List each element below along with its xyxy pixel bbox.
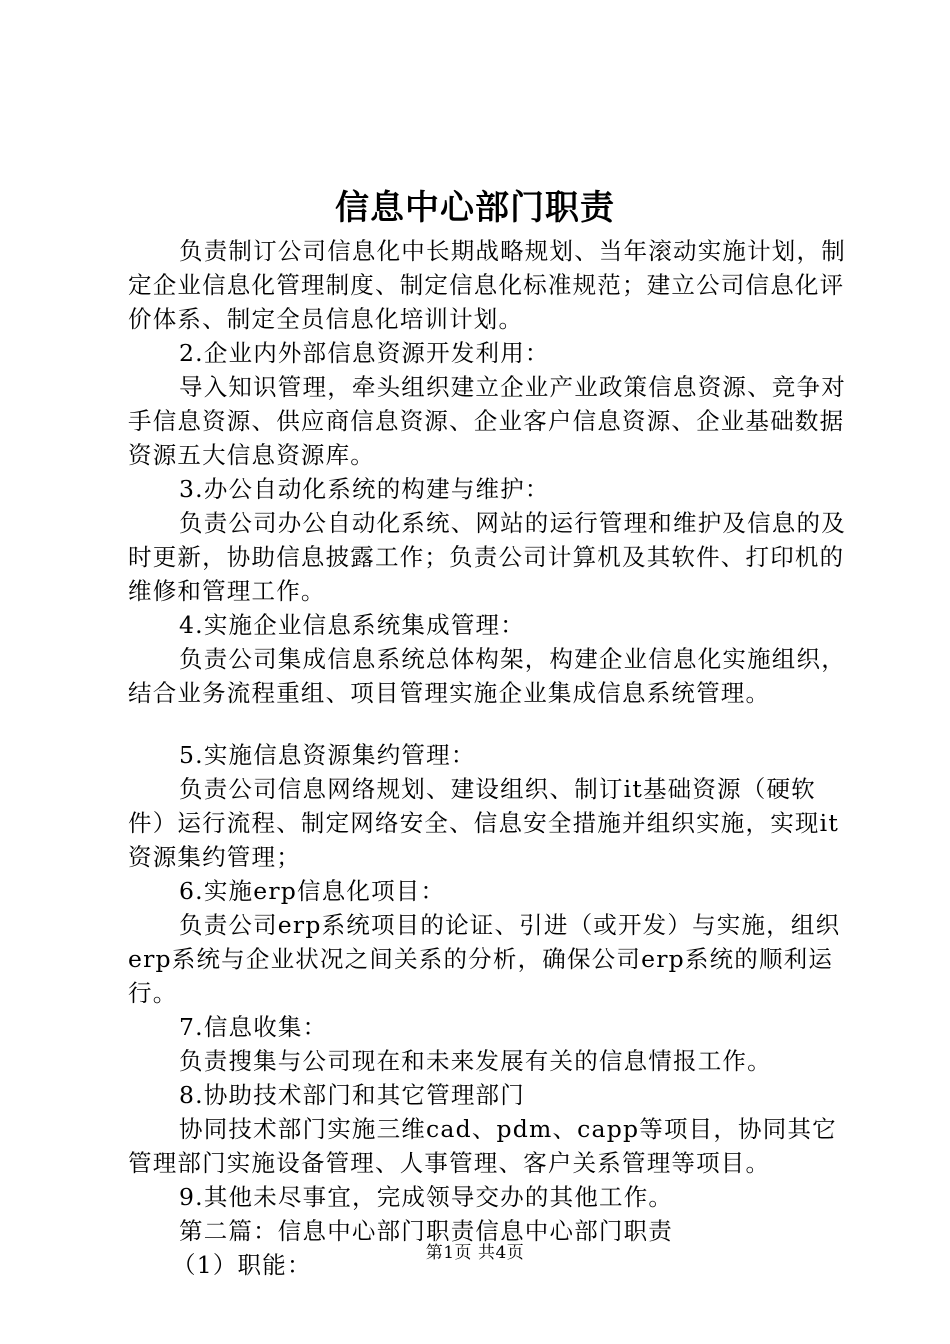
function-heading: （1）职能： — [172, 1251, 312, 1279]
section-heading-7: 7.信息收集： — [179, 1013, 328, 1041]
part-two-heading: 第二篇：信息中心部门职责信息中心部门职责 — [179, 1217, 673, 1245]
section-heading-2: 2.企业内外部信息资源开发利用： — [179, 339, 550, 367]
paragraph-plan-duties: 负责制订公司信息化中长期战略规划、当年滚动实施计划，制定企业信息化管理制度、制定信息化标准规范；建立公司信息化评价体系、制定全员信息化培训计划。 — [128, 237, 846, 333]
paragraph-department-assistance: 协同技术部门实施三维cad、pdm、capp等项目，协同其它管理部门实施设备管理、人事管理、客户关系管理等项目。 — [128, 1115, 837, 1177]
section-heading-5: 5.实施信息资源集约管理： — [179, 741, 476, 769]
paragraph-office-automation: 负责公司办公自动化系统、网站的运行管理和维护及信息的及时更新，协助信息披露工作；负责公司计算机及其软件、打印机的维修和管理工作。 — [128, 509, 846, 605]
paragraph-erp-project: 负责公司erp系统项目的论证、引进（或开发）与实施，组织erp系统与企业状况之间关系的分析，确保公司erp系统的顺利运行。 — [128, 911, 841, 1007]
paragraph-information-collection: 负责搜集与公司现在和未来发展有关的信息情报工作。 — [179, 1047, 772, 1075]
page-footer: 第1页 共4页 — [425, 1243, 525, 1263]
paragraph-system-integration: 负责公司集成信息系统总体构架，构建企业信息化实施组织，结合业务流程重组、项目管理实施企业集成信息系统管理。 — [128, 645, 846, 707]
section-heading-3: 3.办公自动化系统的构建与维护： — [179, 475, 550, 503]
section-heading-4: 4.实施企业信息系统集成管理： — [179, 611, 525, 639]
section-heading-6: 6.实施erp信息化项目： — [179, 877, 446, 905]
section-heading-8: 8.协助技术部门和其它管理部门 — [179, 1081, 525, 1109]
paragraph-knowledge-management: 导入知识管理，牵头组织建立企业产业政策信息资源、竞争对手信息资源、供应商信息资源、企业客户信息资源、企业基础数据资源五大信息资源库。 — [128, 373, 846, 469]
document-body — [128, 234, 850, 1282]
document-title: 信息中心部门职责 — [335, 188, 615, 228]
section-heading-9: 9.其他未尽事宜，完成领导交办的其他工作。 — [179, 1183, 674, 1211]
paragraph-resource-management: 负责公司信息网络规划、建设组织、制订it基础资源（硬软件）运行流程、制定网络安全、信息安全措施并组织实施，实现it资源集约管理； — [128, 775, 839, 871]
